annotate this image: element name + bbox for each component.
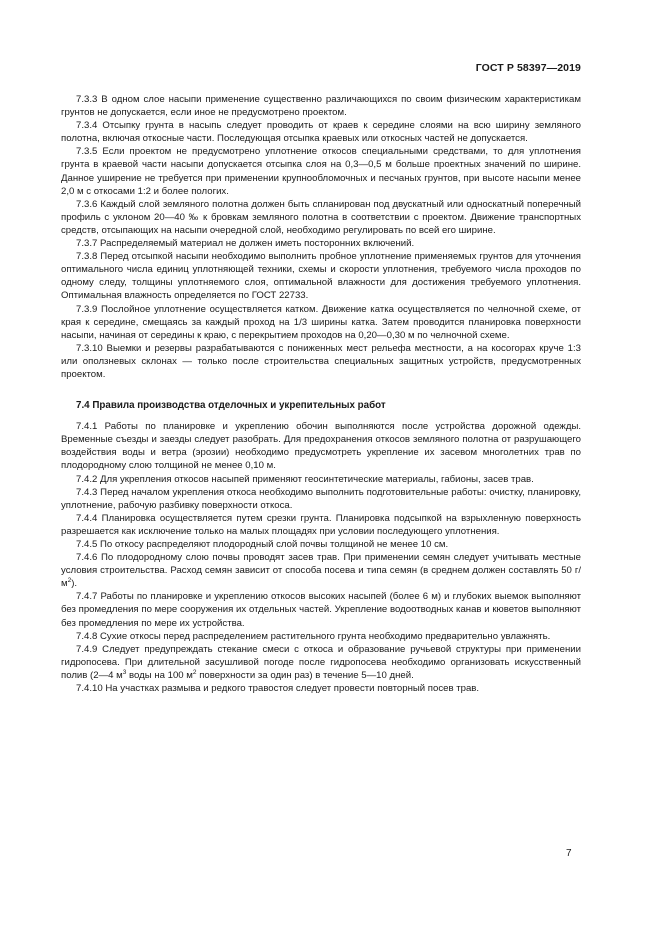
paragraph-7-3-5: 7.3.5 Если проектом не предусмотрено уплотнение откосов специальными средствами, то для уплотнения грунта в краевой части насыпи допускается отсыпка слоя на 0,3—0,5 м больше проектных значений по ширине. Данное уширение не требуется при применении крупнообломочных и песчаных грунтов, при высоте насыпи менее 2,0 м с откосами 1:2 и более пологих.	[61, 146, 581, 197]
paragraph-7-3-4: 7.3.4 Отсыпку грунта в насыпь следует проводить от краев к середине слоями на всю ширину земляного полотна, включая откосные части. Последующая отсыпка краевых или откосных частей не допускается.	[61, 120, 581, 145]
paragraph-7-4-9-part-b: воды на 100 м	[126, 669, 193, 681]
section-heading-7-4: 7.4 Правила производства отделочных и укрепительных работ	[76, 400, 386, 412]
paragraph-7-4-4: 7.4.4 Планировка осуществляется путем срезки грунта. Планировка подсыпкой на взрыхленную поверхность разрешается как исключение только на малых площадях при условии последующего уплотнения.	[61, 512, 581, 537]
paragraph-7-3-8: 7.3.8 Перед отсыпкой насыпи необходимо выполнить пробное уплотнение применяемых грунтов для уточнения оптимального числа единиц уплотняющей техники, схемы и скорости уплотнения, требуемого числа проходов по одному следу, толщины уплотняемого слоя, оптимальной влажности для достижения требуемого уплотнения. Оптимальная влажность определяется по ГОСТ 22733.	[61, 251, 581, 302]
paragraph-7-4-6-text: 7.4.6 По плодородному слою почвы проводят засев трав. При применении семян следует учитывать местные условия строительства. Расход семян зависит от способа посева и типа семян (в среднем должен составлять 50 г/м	[61, 552, 581, 590]
paragraph-7-4-10: 7.4.10 На участках размыва и редкого травостоя следует провести повторный посев трав.	[76, 683, 480, 695]
paragraph-7-4-3: 7.4.3 Перед началом укрепления откоса необходимо выполнить подготовительные работы: очистку, планировку, уплотнение, рабочую разбивку поверхности откоса.	[61, 486, 581, 511]
paragraph-7-3-10: 7.3.10 Выемки и резервы разрабатываются с пониженных мест рельефа местности, а на косогорах круче 1:3 или оползневых склонах — только после строительства специальных защитных устройств, предусмотренных проектом.	[61, 342, 581, 380]
paragraph-7-3-3: 7.3.3 В одном слое насыпи применение существенно различающихся по своим физическим характеристикам грунтов не допускается, если иное не предусмотрено проектом.	[61, 94, 581, 119]
paragraph-7-4-9-part-c: поверхности за один раз) в течение 5—10 дней.	[196, 669, 414, 681]
paragraph-7-4-6-tail: ).	[71, 578, 78, 590]
paragraph-7-3-7: 7.3.7 Распределяемый материал не должен иметь посторонних включений.	[76, 238, 415, 250]
superscript: 2	[67, 577, 72, 585]
superscript-cubic: 3	[122, 668, 127, 676]
paragraph-7-4-2: 7.4.2 Для укрепления откосов насыпей применяют геосинтетические материалы, габионы, засев трав.	[76, 473, 534, 485]
paragraph-7-4-6	[61, 551, 581, 590]
paragraph-7-3-6: 7.3.6 Каждый слой земляного полотна должен быть спланирован под двускатный или односкатный поперечный профиль с уклоном 20—40 ‰ к бровкам земляного полотна в соответствии с проектом. Движение транспортных средств, отсыпающих на насыпи очередной слой, необходимо регулировать по всей его ширине.	[61, 198, 581, 236]
paragraph-7-3-9: 7.3.9 Послойное уплотнение осуществляется катком. Движение катка осуществляется по челночной схеме, от края к середине, смещаясь за каждый проход на 1/3 ширины катка. Затем проводится планировка поверхности насыпи, начиная от середины к краю, с перекрытием проходов на 0,20—0,30 м по челночной схеме.	[61, 303, 581, 341]
document-code: ГОСТ Р 58397—2019	[475, 62, 581, 74]
paragraph-7-4-7: 7.4.7 Работы по планировке и укреплению откосов высоких насыпей (более 6 м) и глубоких выемок выполняют без промедления по мере сооружения их отдельных частей. Укрепление водоотводных канав и кюветов выполняют без промедления по мере их устройства.	[61, 591, 581, 629]
paragraph-7-4-1: 7.4.1 Работы по планировке и укреплению обочин выполняются после устройства дорожной одежды. Временные съезды и заезды следует разобрать. Для предохранения откосов земляного полотна от разрушающего воздействия воды и ветра (эрозии) необходимо предусмотреть укрепление их засевом многолетних трав по плодородному слою толщиной не менее 0,10 м.	[61, 421, 581, 472]
paragraph-7-4-9	[61, 643, 581, 682]
paragraph-7-4-8: 7.4.8 Сухие откосы перед распределением растительного грунта необходимо предварительно увлажнять.	[76, 630, 551, 642]
superscript-square: 2	[192, 668, 197, 676]
page-body	[61, 93, 581, 695]
page-number: 7	[566, 848, 572, 859]
paragraph-7-4-5: 7.4.5 По откосу распределяют плодородный слой почвы толщиной не менее 10 см.	[76, 539, 449, 550]
paragraph-7-4-9-part-a: 7.4.9 Следует предупреждать стекание смеси с откоса и образование ручьевой структуры при применении гидропосева. При длительной засушливой погоде после гидропосева необходимо организовать искусственный полив (2—4 м	[61, 643, 581, 681]
